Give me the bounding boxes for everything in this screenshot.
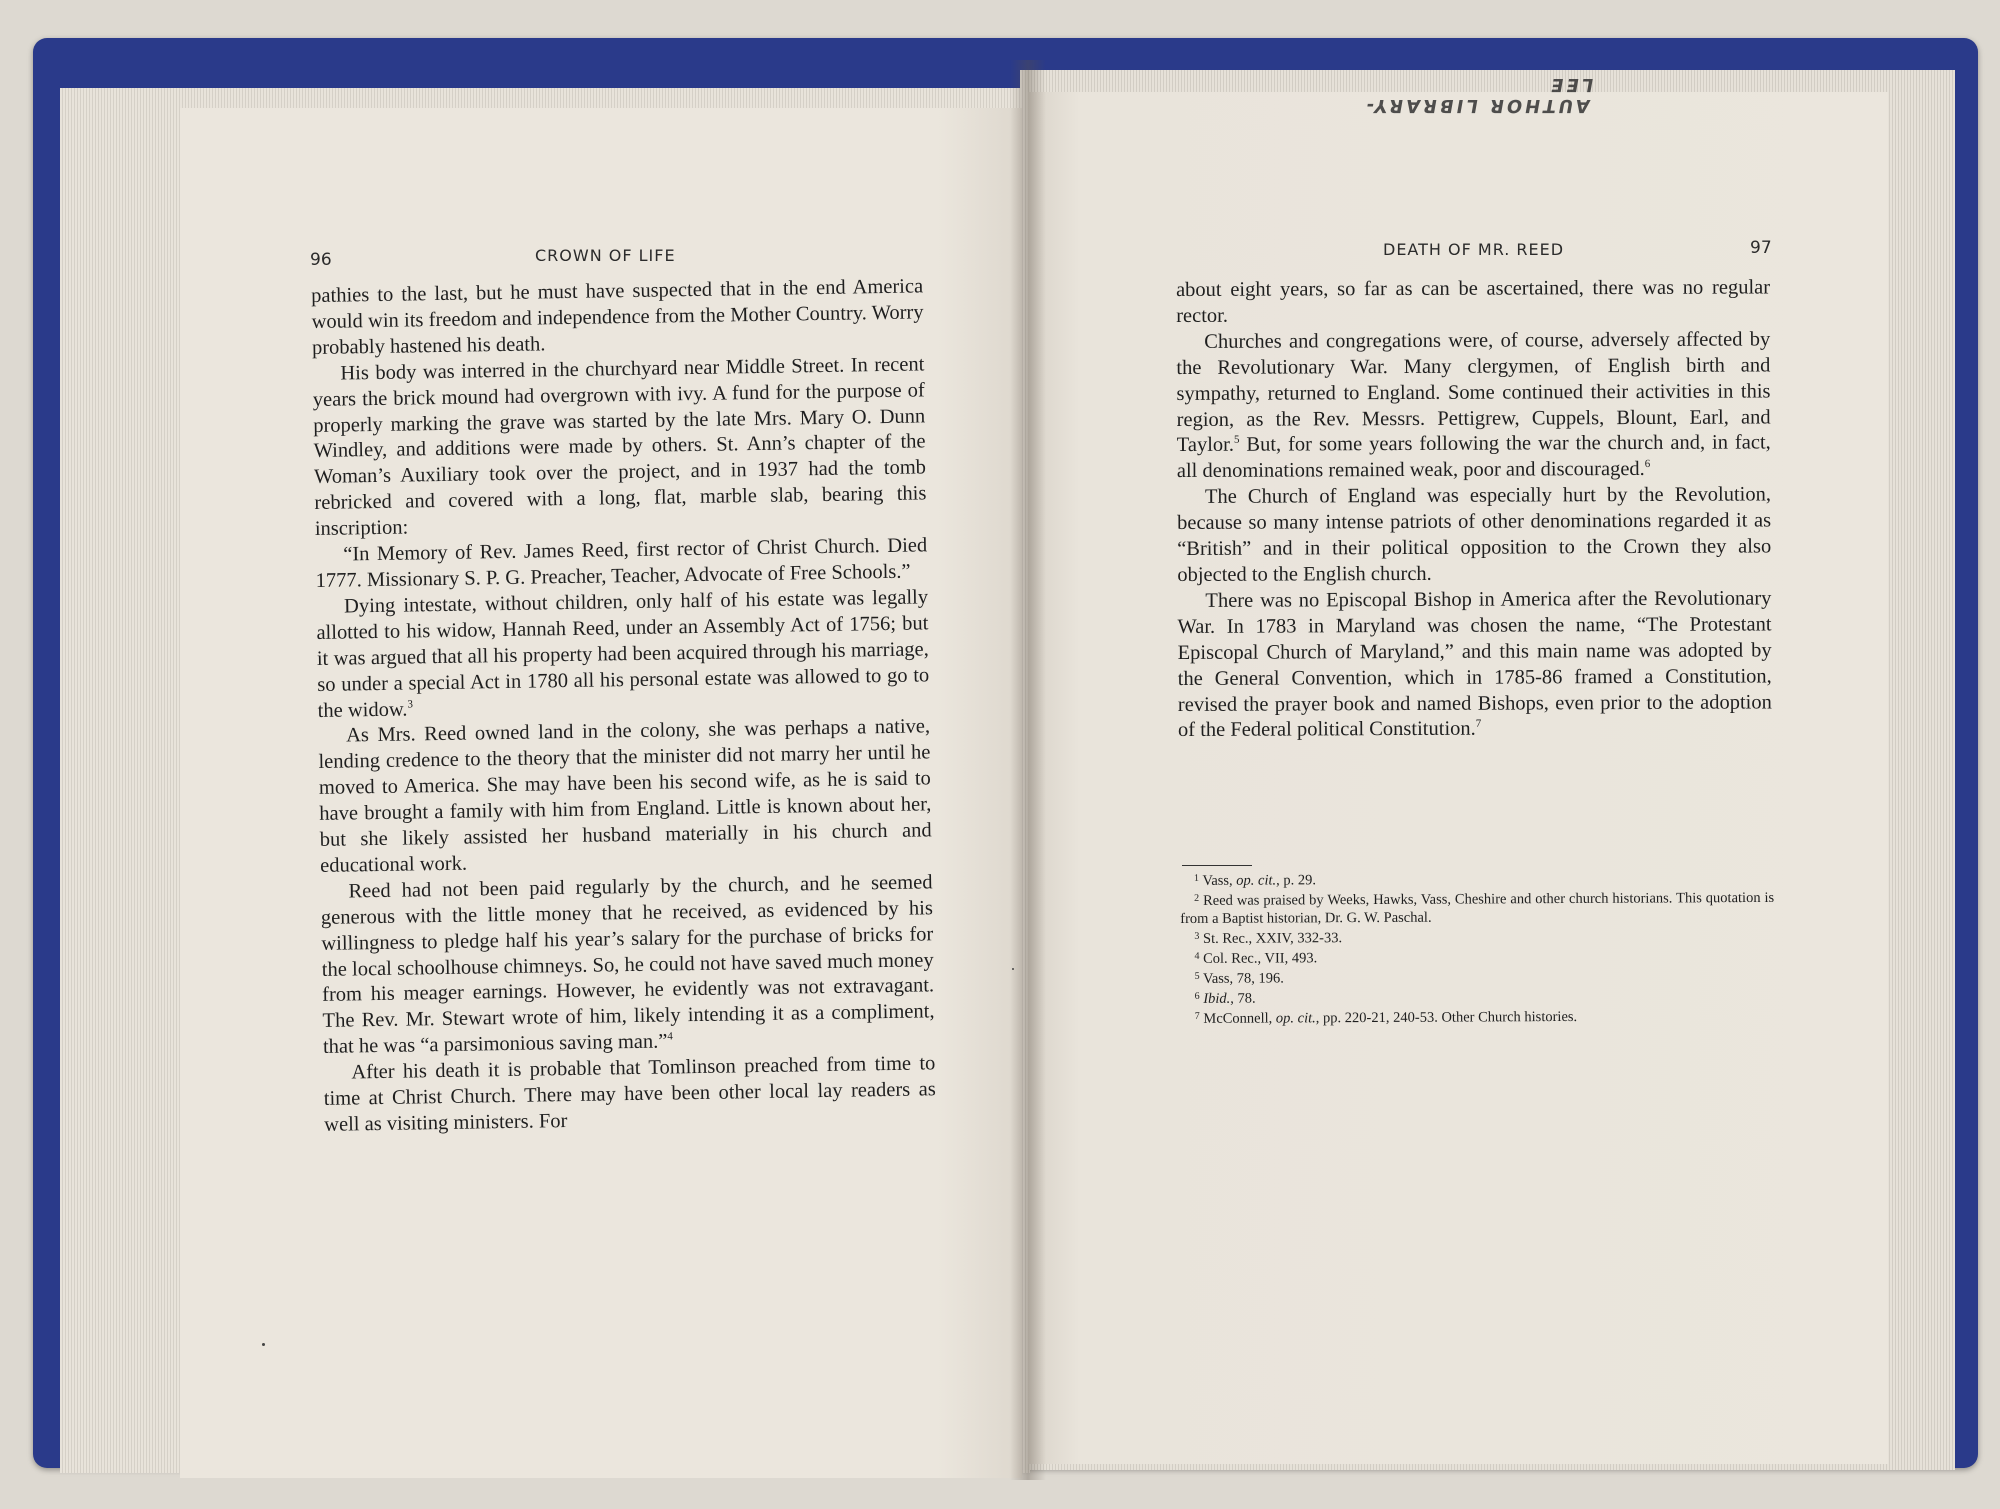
- left-paragraph-6: Reed had not been paid regularly by the church, and he seemed generous with the little money that he received, as evidenced by his willingness to pledge half his year’s salary for the purchase of bricks for the local schoolhouse chimneys. So, he could not have saved much money from his meager earnings. However, he evidently was not extravagant. The Rev. Mr. Stewart wrote of him, likely intending it as a compliment, that he was “a parsimonious saving man.”$^4$: [320, 871, 935, 1059]
- footnote-4: $^4$ Col. Rec., VII, 493.: [1194, 950, 1318, 967]
- left-paragraph-1: pathies to the last, but he must have suspected that in the end America would win its freedom and independence from the Mother Country. Worry probably hastened his death.: [311, 275, 924, 359]
- footnote-5: $^5$ Vass, 78, 196.: [1194, 970, 1284, 987]
- book-gutter: [1010, 60, 1046, 1480]
- footnotes: [1180, 867, 1775, 1028]
- paper-speck: [262, 1343, 265, 1346]
- left-page-number: 96: [310, 250, 332, 270]
- footnote-6: $^6$ Ibid., 78.: [1194, 990, 1256, 1007]
- note-ref: 3: [407, 697, 413, 711]
- left-page-body: [311, 274, 936, 1138]
- note-ref: 5: [1233, 434, 1240, 447]
- right-running-head: DEATH OF MR. REED: [1383, 240, 1565, 259]
- footnote-7: $^7$ McConnell, op. cit., pp. 220-21, 240-53. Other Church histories.: [1194, 1008, 1578, 1027]
- library-stamp: AUTHOR LIBRARY-LEE: [1361, 74, 1596, 116]
- right-paragraph-2: Churches and congregations were, of course, adversely affected by the Revolutionary War. Many clergymen, of English birth and sympathy, returned to England. Some continued their activities in this region, as the Rev. Messrs. Pettigrew, Cuppels, Blount, Earl, and Taylor.$^5$ But, for some years following the war the church and, in fact, all denominations remained weak, poor and discouraged.$^6$: [1176, 328, 1771, 483]
- right-paragraph-4: There was no Episcopal Bishop in America after the Revolutionary War. In 1783 in Maryland was chosen the name, “The Protestant Episcopal Church of Maryland,” and this main name was adopted by the General Convention, which in 1785-86 framed a Constitution, revised the prayer book and named Bishops, even prior to the adoption of the Federal political Constitution.$^7$: [1177, 587, 1772, 742]
- left-paragraph-2: His body was interred in the churchyard near Middle Street. In recent years the brick mound had overgrown with ivy. A fund for the purpose of properly marking the grave was started by the late Mrs. Mary O. Dunn Windley, and additions were made by others. St. Ann’s chapter of the Woman’s Auxiliary took over the project, and in 1937 had the tomb rebricked and covered with a long, flat, marble slab, bearing this inscription:: [312, 353, 927, 541]
- footnote-3: $^3$ St. Rec., XXIV, 332-33.: [1194, 930, 1343, 947]
- left-paragraph-7: After his death it is probable that Tomlinson preached from time to time at Christ Church. There may have been other local lay readers as well as visiting ministers. For: [323, 1052, 936, 1136]
- left-paragraph-4: Dying intestate, without children, only half of his estate was legally allotted to his widow, Hannah Reed, under an Assembly Act of 1756; but it was argued that all his property had been acquired through his marriage, so under a special Act in 1780 all his personal estate was allowed to go to the widow.$^3$: [316, 586, 930, 722]
- note-ref: 4: [667, 1030, 673, 1043]
- footnote-2: $^2$ Reed was praised by Weeks, Hawks, Vass, Cheshire and other church historians. This quotation is from a Baptist historian, Dr. G. W. Paschal.: [1180, 889, 1775, 927]
- left-paragraph-3: “In Memory of Rev. James Reed, first rector of Christ Church. Died 1777. Missionary S. P. G. Preacher, Teacher, Advocate of Free Schools.”: [315, 534, 928, 592]
- footnote-rule: [1182, 865, 1252, 866]
- paper-speck: [1012, 968, 1014, 970]
- right-page-body: [1176, 275, 1772, 744]
- left-running-head: CROWN OF LIFE: [535, 246, 676, 265]
- right-paragraph-1: about eight years, so far as can be ascertained, there was no regular rector.: [1176, 276, 1771, 327]
- footnote-1: $^1$ Vass, op. cit., p. 29.: [1194, 872, 1317, 889]
- note-ref: 6: [1644, 458, 1651, 471]
- note-ref: 7: [1475, 718, 1482, 731]
- right-page-number: 97: [1750, 238, 1772, 258]
- right-paragraph-3: The Church of England was especially hurt by the Revolution, because so many intense patriots of other denominations regarded it as “British” and in their political opposition to the Crown they also objected to the English church.: [1177, 483, 1772, 586]
- left-paragraph-5: As Mrs. Reed owned land in the colony, she was perhaps a native, lending credence to the theory that the minister did not marry her until he moved to America. She may have been his second wife, as he is said to have brought a family with him from England. Little is known about her, but she likely assisted her husband materially in his church and educational work.: [318, 715, 932, 877]
